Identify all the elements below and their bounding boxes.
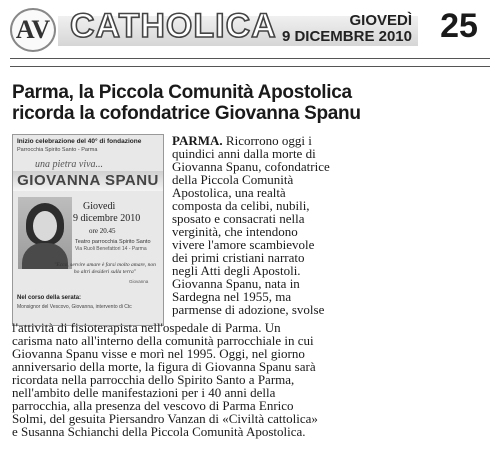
- article-line: Apostolica, una realtà: [172, 185, 286, 200]
- poster-quote: "Ecco, servire amare è farsi molto amare, non ho altri desideri sulla terra": [54, 262, 156, 275]
- newspaper-logo: AV: [10, 8, 56, 52]
- article-line: anniversario della morte, la figura di Giovanna Spanu sarà: [12, 359, 316, 374]
- poster-name: GIOVANNA SPANU: [13, 171, 163, 191]
- article-line: parrocchia, alla presenza del vescovo di Parma Enrico: [12, 398, 294, 413]
- poster-time: ore 20.45: [89, 227, 116, 235]
- article-line: della Piccola Comunità: [172, 172, 294, 187]
- article-column: [172, 134, 328, 316]
- article-line: Sardegna nel 1955, ma: [172, 289, 292, 304]
- article-line: vivere l'amore scambievole: [172, 237, 315, 252]
- header-rule-secondary: [10, 66, 490, 67]
- article-line: Giovanna Spanu visse e morì nel 1995. Oggi, nel giorno: [12, 346, 305, 361]
- article-line: parmense di adozione, svolse: [172, 302, 325, 317]
- article-line: carisma nato all'interno della comunità parrocchiale in cui: [12, 333, 314, 348]
- article-line: l'attività di fisioterapista nell'ospedale di Parma. Un: [12, 320, 281, 335]
- page-number: 25: [440, 7, 478, 45]
- article-line: sposato e consacrati nella: [172, 211, 305, 226]
- article-line: nell'ambito delle manifestazioni per i 40 anni della: [12, 385, 276, 400]
- article-continuation: [12, 321, 334, 438]
- headline-line: Parma, la Piccola Comunità Apostolica: [12, 82, 352, 103]
- portrait-photo: [18, 197, 72, 269]
- issue-weekday: GIOVEDÌ: [349, 12, 412, 29]
- dateline: PARMA.: [172, 133, 223, 148]
- article-line: composta da celibi, nubili,: [172, 198, 310, 213]
- article-line: ricordata nella parrocchia dello Spirito Santo a Parma,: [12, 372, 295, 387]
- headline-line: ricorda la cofondatrice Giovanna Spanu: [12, 103, 361, 124]
- issue-date: 9 DICEMBRE 2010: [281, 28, 412, 45]
- poster-tagline: una pietra viva...: [35, 159, 104, 170]
- poster-parish: Parrocchia Spirito Santo - Parma: [17, 147, 98, 153]
- poster-quote-signature: Giovanna: [129, 279, 149, 284]
- article-line: Solmi, del gesuita Piersandro Vanzan di «Civiltà cattolica»: [12, 411, 318, 426]
- article-line: Giovanna Spanu, cofondatrice: [172, 159, 330, 174]
- poster-address: Via Ruoli Benefattori 14 - Parma: [75, 246, 147, 252]
- poster-speakers: Monsignor del Vescovo, Giovanna, intervento di Ctc: [17, 304, 132, 310]
- poster-weekday: Giovedì: [83, 201, 116, 212]
- event-poster: [12, 134, 164, 326]
- poster-during-label: Nel corso della serata:: [17, 295, 82, 301]
- poster-top-line: Inizio celebrazione del 40° di fondazione: [17, 138, 142, 145]
- section-title: CATHOLICA: [70, 7, 277, 45]
- article-line: verginità, che intendono: [172, 224, 298, 239]
- article-line: dei primi cristiani narrato: [172, 250, 305, 265]
- article-line: e Susanna Schianchi della Piccola Comunità Apostolica.: [12, 424, 306, 439]
- article-line: negli Atti degli Apostoli.: [172, 263, 301, 278]
- poster-venue: Teatro parrocchia Spirito Santo: [75, 239, 151, 245]
- article-line: quindici anni dalla morte di: [172, 146, 316, 161]
- poster-date: 9 dicembre 2010: [73, 213, 141, 224]
- article-line: Giovanna Spanu, nata in: [172, 276, 300, 291]
- article-line-text: Ricorrono oggi i: [222, 133, 312, 148]
- article-headline: [12, 82, 492, 124]
- header-rule: [10, 58, 490, 59]
